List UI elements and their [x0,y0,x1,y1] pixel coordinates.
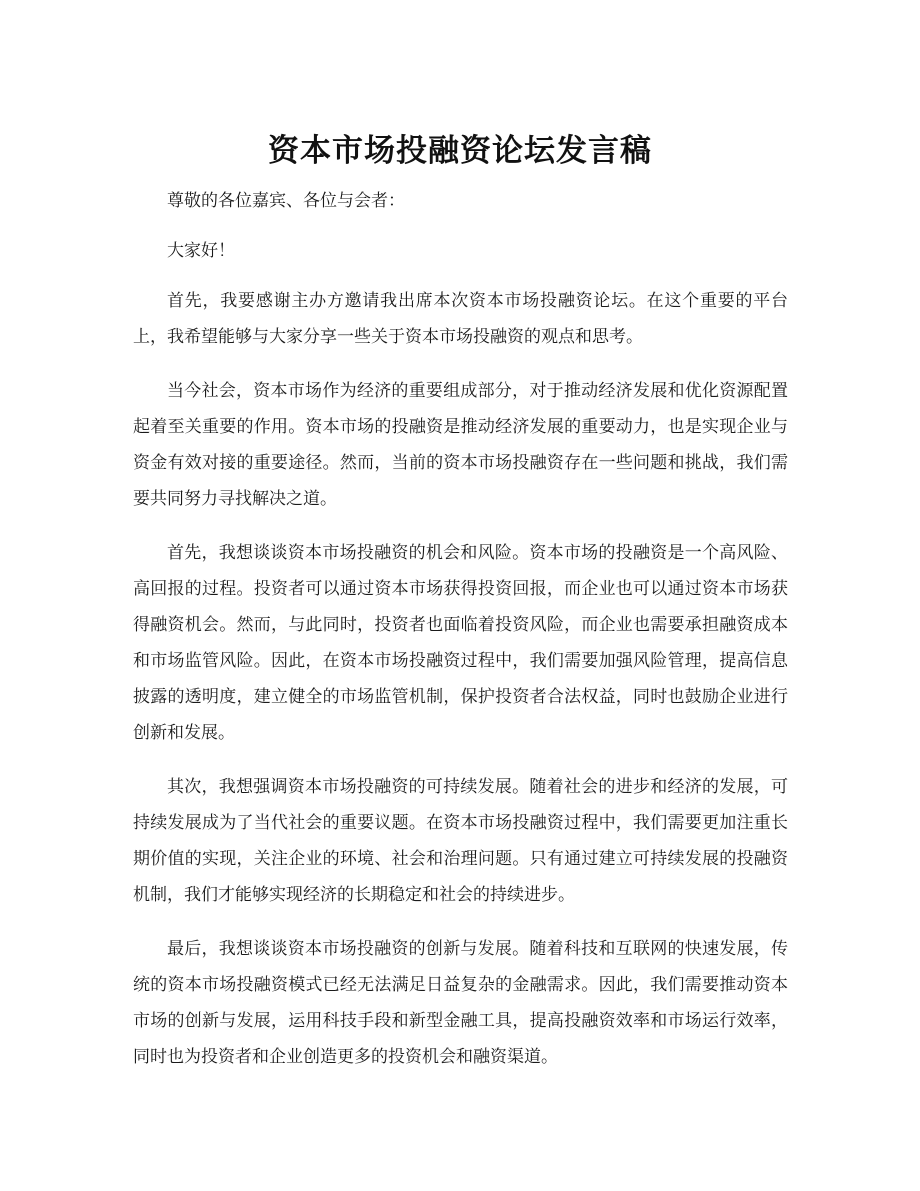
greeting: 大家好！ [167,241,235,261]
paragraph-1: 首先，我要感谢主办方邀请我出席本次资本市场投融资论坛。在这个重要的平台上，我希望能够与大家分享一些关于资本市场投融资的观点和思考。 [133,291,788,347]
paragraph-3: 首先，我想谈谈资本市场投融资的机会和风险。资本市场的投融资是一个高风险、高回报的过程。投资者可以通过资本市场获得投资回报，而企业也可以通过资本市场获得融资机会。然而，与此同时，投资者也面临着投资风险，而企业也需要承担融资成本和市场监管风险。因此，在资本市场投融资过程中，我们需要加强风险管理，提高信息披露的透明度，建立健全的市场监管机制，保护投资者合法权益，同时也鼓励企业进行创新和发展。 [133,543,788,743]
document-body [133,183,788,1093]
salutation: 尊敬的各位嘉宾、各位与会者： [167,191,405,211]
document-title: 资本市场投融资论坛发言稿 [268,132,652,169]
paragraph-5: 最后，我想谈谈资本市场投融资的创新与发展。随着科技和互联网的快速发展，传统的资本市场投融资模式已经无法满足日益复杂的金融需求。因此，我们需要推动资本市场的创新与发展，运用科技手段和新型金融工具，提高投融资效率和市场运行效率，同时也为投资者和企业创造更多的投资机会和融资渠道。 [133,939,788,1067]
paragraph-4: 其次，我想强调资本市场投融资的可持续发展。随着社会的进步和经济的发展，可持续发展成为了当代社会的重要议题。在资本市场投融资过程中，我们需要更加注重长期价值的实现，关注企业的环境、社会和治理问题。只有通过建立可持续发展的投融资机制，我们才能够实现经济的长期稳定和社会的持续进步。 [133,777,788,905]
paragraph-2: 当今社会，资本市场作为经济的重要组成部分，对于推动经济发展和优化资源配置起着至关重要的作用。资本市场的投融资是推动经济发展的重要动力，也是实现企业与资金有效对接的重要途径。然而，当前的资本市场投融资存在一些问题和挑战，我们需要共同努力寻找解决之道。 [133,381,788,509]
